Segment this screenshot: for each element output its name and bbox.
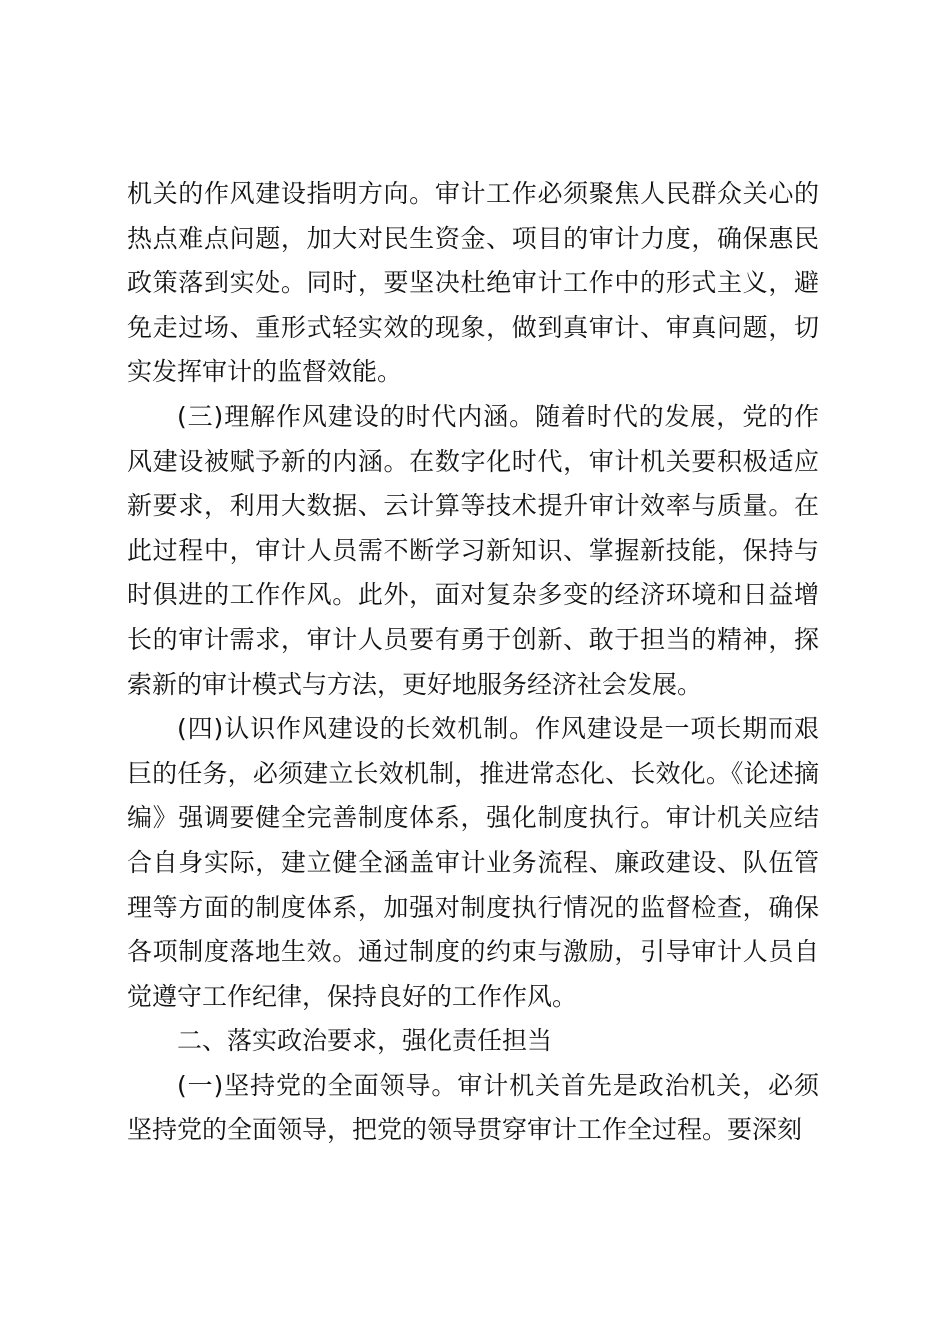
section-heading-two: 二、落实政治要求，强化责任担当 bbox=[177, 1026, 553, 1056]
document-body bbox=[127, 172, 819, 1153]
paragraph-subsection-one: (一)坚持党的全面领导。审计机关首先是政治机关，必须坚持党的全面领导，把党的领导贯穿审计工作全过程。要深刻 bbox=[127, 1070, 819, 1145]
paragraph-continuation: 机关的作风建设指明方向。审计工作必须聚焦人民群众关心的热点难点问题，加大对民生资金、项目的审计力度，确保惠民政策落到实处。同时，要坚决杜绝审计工作中的形式主义，避免走过场、重形式轻实效的现象，做到真审计、审真问题，切实发挥审计的监督效能。 bbox=[127, 179, 819, 387]
paragraph-section-four: (四)认识作风建设的长效机制。作风建设是一项长期而艰巨的任务，必须建立长效机制，推进常态化、长效化。《论述摘编》强调要健全完善制度体系，强化制度执行。审计机关应结合自身实际，建立健全涵盖审计业务流程、廉政建设、队伍管理等方面的制度体系，加强对制度执行情况的监督检查，确保各项制度落地生效。通过制度的约束与激励，引导审计人员自觉遵守工作纪律，保持良好的工作作风。 bbox=[127, 714, 819, 1011]
paragraph-section-three: (三)理解作风建设的时代内涵。随着时代的发展，党的作风建设被赋予新的内涵。在数字化时代，审计机关要积极适应新要求，利用大数据、云计算等技术提升审计效率与质量。在此过程中，审计人员需不断学习新知识、掌握新技能，保持与时俱进的工作作风。此外，面对复杂多变的经济环境和日益增长的审计需求，审计人员要有勇于创新、敢于担当的精神，探索新的审计模式与方法，更好地服务经济社会发展。 bbox=[127, 401, 819, 699]
